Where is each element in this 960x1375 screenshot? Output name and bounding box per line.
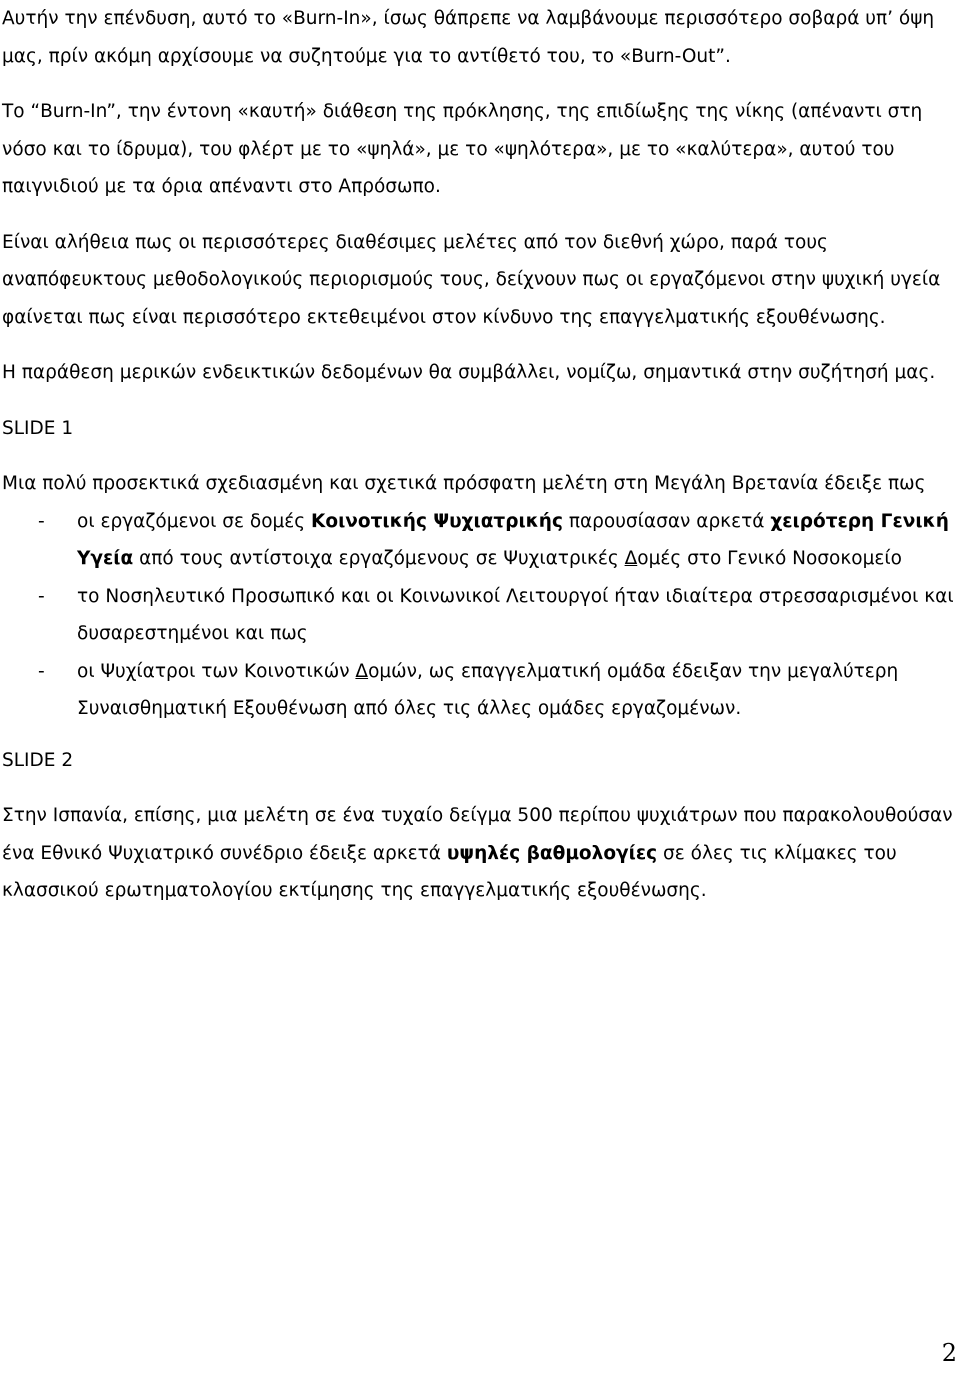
paragraph-text: σε όλες τις κλίμακες του κλασσικού ερωτηματολογίου εκτίμησης της επαγγελματικής εξουθένωσης. [2,842,897,901]
spacer [2,779,957,797]
bullet-bold-text: Κοινοτικής Ψυχιατρικής [311,510,563,532]
slide-2-paragraph [2,797,957,910]
list-item [2,653,957,728]
bullet-bold-text: χειρότερη Γενική Υγεία [77,510,949,569]
spacer [2,447,957,465]
paragraph-data-presentation: Η παράθεση μερικών ενδεικτικών δεδομένων θα συμβάλλει, νομίζω, σημαντικά στην συζήτησή μας. [2,362,936,383]
paragraph-burn-in-intro: Αυτήν την επένδυση, αυτό το «Burn-In», ίσως θάπρεπε να λαμβάνουμε περισσότερο σοβαρά υπ’ όψη μας, πρίν ακόμη αρχίσουμε να συζητούμε για το αντίθετό του, το «Burn-Out”. [2,8,935,67]
list-item [2,578,957,653]
spacer [2,392,957,410]
bullet-text: παρουσίασαν αρκετά [562,510,771,532]
spacer [2,206,957,224]
paragraph-bold-text: υψηλές βαθμολογίες [446,842,658,864]
slide-1-heading: SLIDE 1 [2,417,74,439]
bullet-text: οι Ψυχίατροι των Κοινοτικών [77,660,356,682]
bullet-text: από τους αντίστοιχα εργαζόμενους σε Ψυχιατρικές [133,548,625,569]
bullet-text: οι εργαζόμενοι σε δομές [77,510,312,532]
bullet-text: ομών, ως επαγγελματική ομάδα έδειξαν την μεγαλύτερη Συναισθηματική Εξουθένωση από όλες τις άλλες ομάδες εργαζομένων. [77,660,899,719]
bullet-underlined-letter: Δ [355,660,369,682]
paragraph-text: Στην Ισπανία, επίσης, μια μελέτη σε ένα τυχαίο δείγμα 500 περίπου ψυχιάτρων που παρακολουθούσαν ένα Εθνικό Ψυχιατρικό συνέδριο έδειξε αρκετά [2,805,953,864]
slide-2-heading: SLIDE 2 [2,749,74,771]
slide-1-intro: Μια πολύ προσεκτικά σχεδιασμένη και σχετικά πρόσφατη μελέτη στη Μεγάλη Βρετανία έδειξε πως [2,473,926,494]
document-body [2,0,957,910]
spacer [2,728,957,742]
dash-bullet: - [38,510,45,532]
bullet-underlined-letter: Δ [624,548,638,569]
dash-bullet: - [38,660,45,682]
dash-bullet: - [38,585,45,607]
slide-1-findings-list [2,503,957,728]
page-number: 2 [941,1339,957,1367]
list-item [2,503,957,578]
paragraph-burn-in-description: Το “Burn-In”, την έντονη «καυτή» διάθεση της πρόκλησης, της επιδίωξης της νίκης (απέναντι στη νόσο και το ίδρυμα), του φλέρτ με το «ψηλά», με το «ψηλότερα», με το «καλύτερα», αυτού του παιγνιδιού με τα όρια απέναντι στο Απρόσωπο. [2,101,923,197]
spacer [2,336,957,354]
paragraph-studies-summary: Είναι αλήθεια πως οι περισσότερες διαθέσιμες μελέτες από τον διεθνή χώρο, παρά τους αναπόφευκτους μεθοδολογικούς περιορισμούς τους, δείχνουν πως οι εργαζόμενοι στην ψυχική υγεία φαίνεται πως είναι περισσότερο εκτεθειμένοι στον κίνδυνο της επαγγελματικής εξουθένωσης. [2,231,941,328]
bullet-text: το Νοσηλευτικό Προσωπικό και οι Κοινωνικοί Λειτουργοί ήταν ιδιαίτερα στρεσσαρισμένοι και δυσαρεστημένοι και πως [77,585,954,644]
spacer [2,75,957,93]
bullet-text: ομές στο Γενικό Νοσοκομείο [637,548,902,569]
